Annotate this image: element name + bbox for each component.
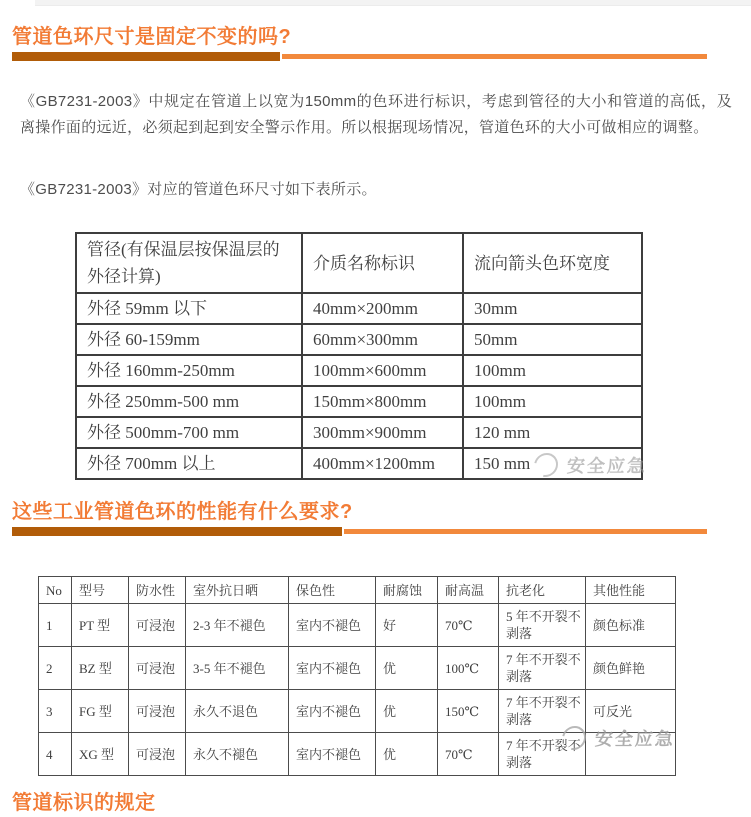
table-cell: 400mm×1200mm xyxy=(302,448,463,479)
table-cell: 100mm xyxy=(463,386,642,417)
table-cell: 7 年不开裂不剥落 xyxy=(499,647,586,690)
table-row xyxy=(76,355,642,386)
table-row xyxy=(76,293,642,324)
table-cell: 3 xyxy=(39,690,72,733)
table-cell: 颜色标准 xyxy=(586,604,676,647)
table-cell: PT 型 xyxy=(72,604,129,647)
table-cell: BZ 型 xyxy=(72,647,129,690)
table-cell: 1 xyxy=(39,604,72,647)
top-divider xyxy=(35,0,751,6)
table-header-cell: 型号 xyxy=(72,577,129,604)
table-cell: 外径 160mm-250mm xyxy=(76,355,302,386)
title-underline-2 xyxy=(12,526,707,536)
table-cell: 室内不褪色 xyxy=(289,690,376,733)
table-header-cell: 抗老化 xyxy=(499,577,586,604)
table-cell: 好 xyxy=(376,604,438,647)
table-cell: 可浸泡 xyxy=(129,647,186,690)
table-cell: 150 mm xyxy=(463,448,642,479)
table-cell: 永久不退色 xyxy=(186,690,289,733)
table-cell: XG 型 xyxy=(72,733,129,776)
table-header-cell: 其他性能 xyxy=(586,577,676,604)
table-header-cell: 保色性 xyxy=(289,577,376,604)
table-cell: 70℃ xyxy=(438,733,499,776)
table-cell: 永久不褪色 xyxy=(186,733,289,776)
table-row xyxy=(76,448,642,479)
table-header-cell: 耐腐蚀 xyxy=(376,577,438,604)
section-title-1: 管道色环尺寸是固定不变的吗? xyxy=(12,26,292,48)
pipe-color-ring-size-table xyxy=(75,232,643,480)
paragraph-table-intro: 《GB7231-2003》对应的管道色环尺寸如下表所示。 xyxy=(20,181,377,198)
table-cell: 100mm xyxy=(463,355,642,386)
table-cell xyxy=(586,733,676,776)
table-cell: 30mm xyxy=(463,293,642,324)
table-cell: 外径 59mm 以下 xyxy=(76,293,302,324)
table-cell: 70℃ xyxy=(438,604,499,647)
section-title-3: 管道标识的规定 xyxy=(12,792,156,814)
table-cell: 可反光 xyxy=(586,690,676,733)
table-cell: 7 年不开裂不剥落 xyxy=(499,690,586,733)
table-cell: 室内不褪色 xyxy=(289,604,376,647)
section-title-2: 这些工业管道色环的性能有什么要求? xyxy=(12,501,353,523)
table-header-cell: 防水性 xyxy=(129,577,186,604)
underline-dark-segment xyxy=(12,52,280,61)
table-header-cell: 管径(有保温层按保温层的外径计算) xyxy=(76,233,302,293)
watermark-text: 安全应急 xyxy=(566,456,648,476)
table-cell: 100℃ xyxy=(438,647,499,690)
table-header-cell: No xyxy=(39,577,72,604)
table-header-cell: 介质名称标识 xyxy=(302,233,463,293)
underline-light-segment xyxy=(344,529,707,534)
table-cell: 300mm×900mm xyxy=(302,417,463,448)
table-cell: 外径 60-159mm xyxy=(76,324,302,355)
table-cell: 3-5 年不褪色 xyxy=(186,647,289,690)
table-header-cell: 室外抗日晒 xyxy=(186,577,289,604)
table-row xyxy=(76,386,642,417)
watermark-text: 安全应急 xyxy=(594,729,676,749)
table-cell: 2-3 年不褪色 xyxy=(186,604,289,647)
table-cell: 优 xyxy=(376,647,438,690)
table-cell: 40mm×200mm xyxy=(302,293,463,324)
table-cell: 优 xyxy=(376,733,438,776)
paragraph-standard-rule: 《GB7231-2003》中规定在管道上以宽为150mm的色环进行标识，考虑到管径的大小和管道的高低，及离操作面的远近，必须起到起到安全警示作用。所以根据现场情况，管道色环的大小可做相应的调整。 xyxy=(20,93,732,136)
table-row xyxy=(76,417,642,448)
underline-light-segment xyxy=(282,54,707,59)
table-cell: 外径 500mm-700 mm xyxy=(76,417,302,448)
table-cell: 优 xyxy=(376,690,438,733)
underline-dark-segment xyxy=(12,527,342,536)
table-row xyxy=(39,647,676,690)
table-cell: 可浸泡 xyxy=(129,604,186,647)
table-header-row xyxy=(39,577,676,604)
table-cell: 50mm xyxy=(463,324,642,355)
table-cell: 外径 250mm-500 mm xyxy=(76,386,302,417)
table-header-cell: 流向箭头色环宽度 xyxy=(463,233,642,293)
table-header-row xyxy=(76,233,642,293)
table-cell: 7 年不开裂不剥落 xyxy=(499,733,586,776)
table-cell: 120 mm xyxy=(463,417,642,448)
ring-performance-table xyxy=(38,576,676,776)
table-cell: 外径 700mm 以上 xyxy=(76,448,302,479)
table-header-cell: 耐高温 xyxy=(438,577,499,604)
table-row xyxy=(39,733,676,776)
table-cell: 室内不褪色 xyxy=(289,647,376,690)
table-cell: 100mm×600mm xyxy=(302,355,463,386)
table-cell: FG 型 xyxy=(72,690,129,733)
table-row xyxy=(39,690,676,733)
table-cell: 2 xyxy=(39,647,72,690)
table-cell: 150mm×800mm xyxy=(302,386,463,417)
table-row xyxy=(39,604,676,647)
table-cell: 5 年不开裂不剥落 xyxy=(499,604,586,647)
table-cell: 60mm×300mm xyxy=(302,324,463,355)
table-row xyxy=(76,324,642,355)
table-cell: 可浸泡 xyxy=(129,690,186,733)
table-cell: 150℃ xyxy=(438,690,499,733)
title-underline-1 xyxy=(12,51,707,61)
table-cell: 可浸泡 xyxy=(129,733,186,776)
table-cell: 室内不褪色 xyxy=(289,733,376,776)
table-cell: 颜色鲜艳 xyxy=(586,647,676,690)
table-cell: 4 xyxy=(39,733,72,776)
